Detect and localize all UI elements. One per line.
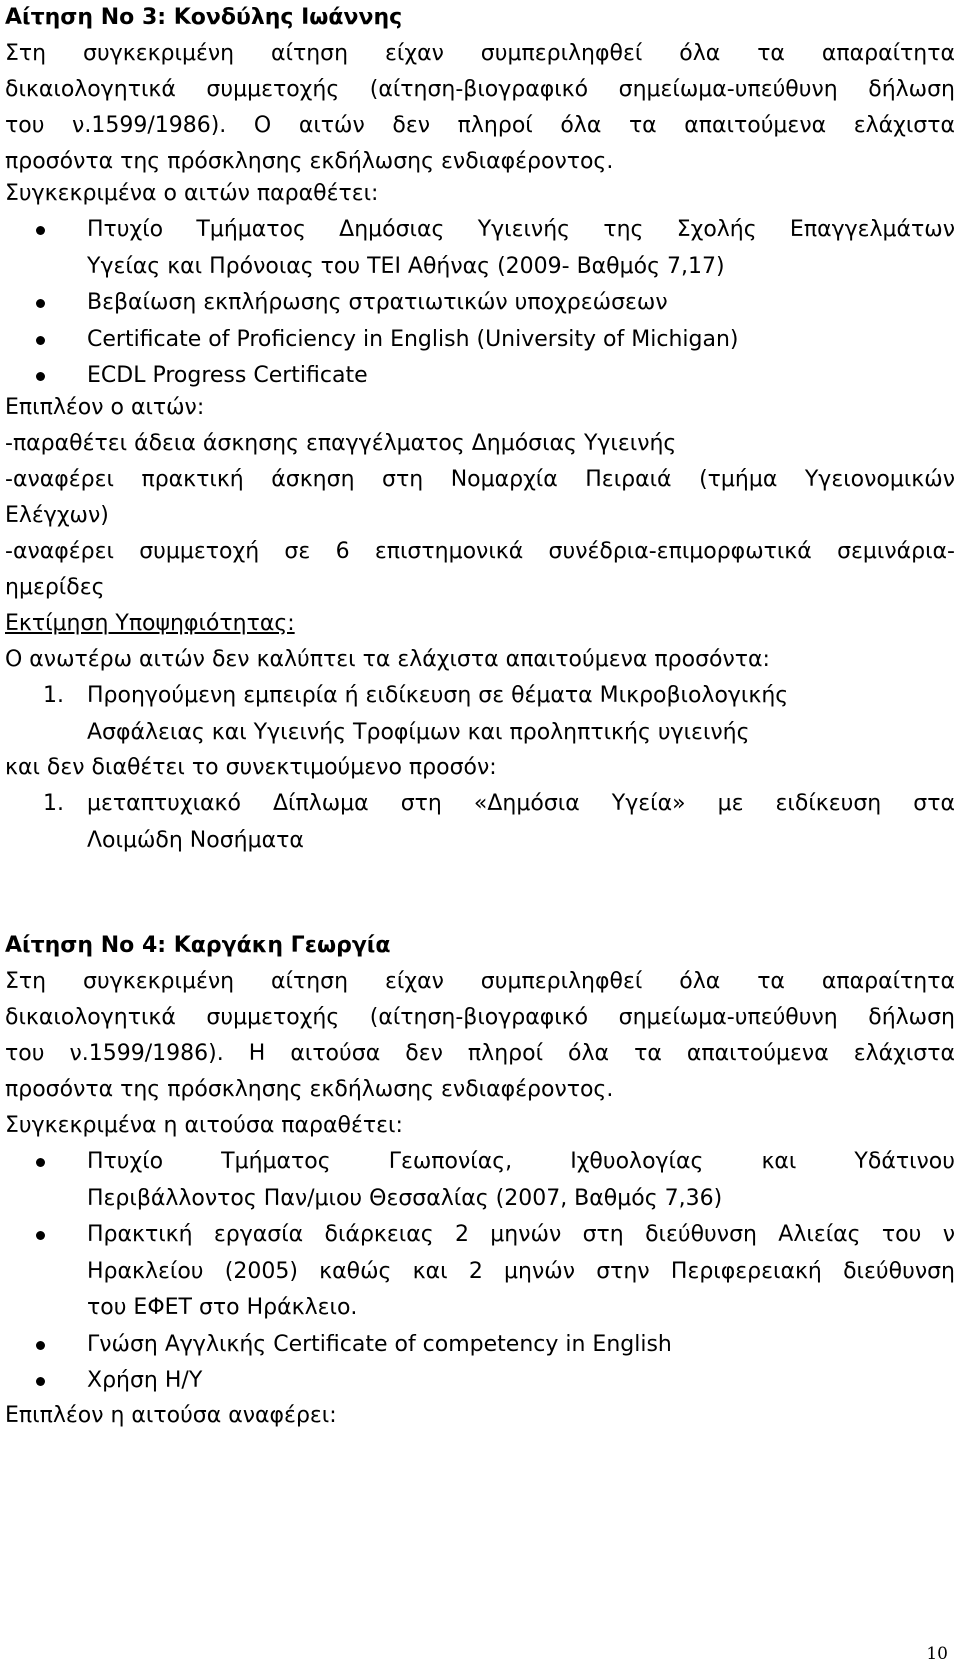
list-item-line: Πτυχίο Τμήματος Γεωπονίας, Ιχθυολογίας και Υδάτινου	[87, 1149, 955, 1174]
app3-eval-2: και δεν διαθέτει το συνεκτιμούμενο προσόν:	[5, 755, 497, 780]
bullet-icon	[36, 1231, 45, 1240]
application-4-label: Αίτηση No 4:	[5, 933, 167, 958]
bullet-icon	[36, 1341, 45, 1350]
app3-lead: Συγκεκριμένα ο αιτών παραθέτει:	[5, 181, 379, 206]
app3-qualifications-list	[5, 212, 955, 395]
app4-intro-line-3: του ν.1599/1986). Η αιτούσα δεν πληροί όλα τα απαιτούμενα ελάχιστα	[5, 1041, 955, 1066]
app4-intro-line-2: δικαιολογητικά συμμετοχής (αίτηση-βιογραφικό σημείωμα-υπεύθυνη δήλωση	[5, 1005, 955, 1030]
document-page	[5, 0, 955, 1673]
list-number: 1.	[43, 791, 64, 816]
list-item-line: Περιβάλλοντος Παν/μιου Θεσσαλίας (2007, Βαθμός 7,36)	[87, 1185, 723, 1211]
list-item	[5, 786, 955, 859]
app3-extra-2a: -αναφέρει πρακτική άσκηση στη Νομαρχία Πειραιά (τμήμα Υγειονομικών	[5, 467, 955, 492]
bullet-icon	[36, 1158, 45, 1167]
app3-extra-3a: -αναφέρει συμμετοχή σε 6 επιστημονικά συνέδρια-επιμορφωτικά σεμινάρια-	[5, 539, 955, 564]
app3-eval-title: Εκτίμηση Υποψηφιότητας:	[5, 611, 295, 636]
app3-eval-1: Ο ανωτέρω αιτών δεν καλύπτει τα ελάχιστα απαιτούμενα προσόντα:	[5, 647, 770, 672]
list-item	[5, 285, 955, 322]
application-3-label: Αίτηση No 3:	[5, 5, 167, 30]
list-item-line: Υγείας και Πρόνοιας του ΤΕΙ Αθήνας (2009- Βαθμός 7,17)	[87, 253, 725, 279]
app3-missing-requirements	[5, 678, 955, 751]
list-item-line: Γνώση Αγγλικής Certificate of competency in English	[87, 1331, 672, 1357]
list-item-line: Χρήση Η/Υ	[87, 1368, 203, 1393]
list-item	[5, 322, 955, 359]
page-number: 10	[926, 1644, 948, 1664]
bullet-icon	[36, 372, 45, 381]
app3-missing-bonus	[5, 786, 955, 859]
app3-extra-3b: ημερίδες	[5, 575, 105, 600]
app4-qualifications-list	[5, 1144, 955, 1400]
app3-intro-line-3: του ν.1599/1986). Ο αιτών δεν πληροί όλα τα απαιτούμενα ελάχιστα	[5, 113, 955, 138]
list-item	[5, 678, 955, 751]
list-item-line: Βεβαίωση εκπλήρωσης στρατιωτικών υποχρεώσεων	[87, 290, 668, 315]
list-item	[5, 1363, 955, 1400]
app3-extra-1: -παραθέτει άδεια άσκησης επαγγέλματος Δημόσιας Υγιεινής	[5, 431, 677, 456]
app3-intro-line-1: Στη συγκεκριμένη αίτηση είχαν συμπεριληφθεί όλα τα απαραίτητα	[5, 41, 955, 66]
list-item-line: ECDL Progress Certificate	[87, 363, 368, 388]
list-item	[5, 1217, 955, 1327]
app3-intro-line-2: δικαιολογητικά συμμετοχής (αίτηση-βιογραφικό σημείωμα-υπεύθυνη δήλωση	[5, 77, 955, 102]
app4-lead: Συγκεκριμένα η αιτούσα παραθέτει:	[5, 1113, 403, 1138]
app3-extra-2b: Ελέγχων)	[5, 503, 109, 528]
list-item	[5, 1144, 955, 1217]
app3-extra-lead: Επιπλέον ο αιτών:	[5, 395, 205, 420]
app4-intro-line-4: προσόντα της πρόσκλησης εκδήλωσης ενδιαφέροντος.	[5, 1077, 614, 1102]
application-4-name: Καργάκη Γεωργία	[173, 933, 391, 958]
list-item-line: μεταπτυχιακό Δίπλωμα στη «Δημόσια Υγεία» με ειδίκευση στα	[87, 791, 955, 816]
list-number: 1.	[43, 683, 64, 708]
list-item-line: Certificate of Proficiency in English (University of Michigan)	[87, 326, 739, 352]
bullet-icon	[36, 1377, 45, 1386]
list-item	[5, 1327, 955, 1364]
app4-extra-lead: Επιπλέον η αιτούσα αναφέρει:	[5, 1403, 337, 1428]
application-3-name: Κονδύλης Ιωάννης	[173, 5, 403, 30]
app3-intro-line-4: προσόντα της πρόσκλησης εκδήλωσης ενδιαφέροντος.	[5, 149, 614, 174]
list-item-line: του ΕΦΕΤ στο Ηράκλειο.	[87, 1295, 358, 1320]
list-item-line: Ασφάλειας και Υγιεινής Τροφίμων και προληπτικής υγιεινής	[87, 719, 750, 745]
bullet-icon	[36, 299, 45, 308]
app3-eval-title-row	[5, 606, 955, 643]
bullet-icon	[36, 336, 45, 345]
list-item-line: Ηρακλείου (2005) καθώς και 2 μηνών στην Περιφερειακή διεύθυνση	[87, 1258, 955, 1284]
list-item-line: Προηγούμενη εμπειρία ή ειδίκευση σε θέματα Μικροβιολογικής	[87, 683, 789, 708]
application-4-heading	[5, 928, 955, 965]
bullet-icon	[36, 226, 45, 235]
list-item-line: Πτυχίο Τμήματος Δημόσιας Υγιεινής της Σχολής Επαγγελμάτων	[87, 217, 955, 242]
application-3-heading	[5, 0, 955, 37]
list-item-line: Πρακτική εργασία διάρκειας 2 μηνών στη διεύθυνση Αλιείας του ν	[87, 1222, 955, 1247]
list-item-line: Λοιμώδη Νοσήματα	[87, 827, 304, 853]
app4-intro-line-1: Στη συγκεκριμένη αίτηση είχαν συμπεριληφθεί όλα τα απαραίτητα	[5, 969, 955, 994]
list-item	[5, 212, 955, 285]
